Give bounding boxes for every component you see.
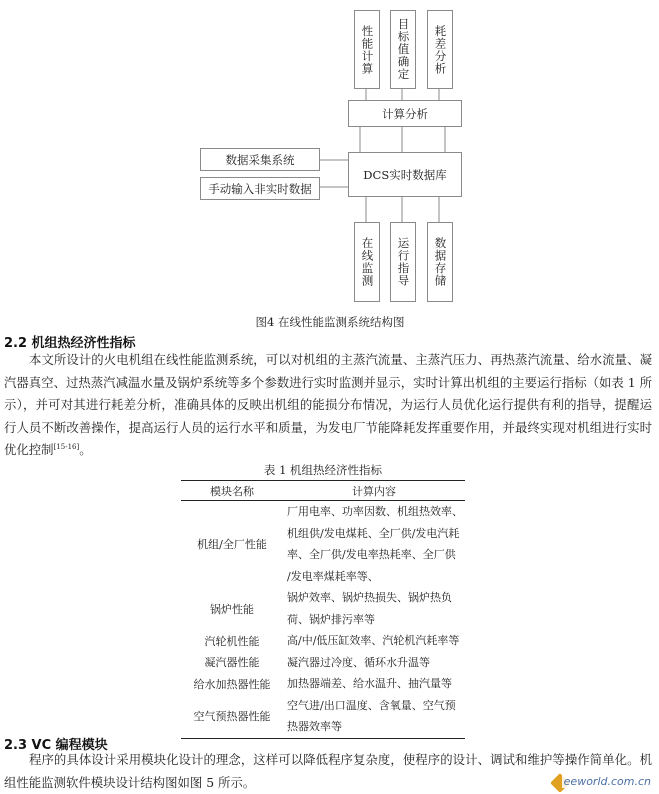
content-line: 荷、锅炉排污率等 [287,612,375,626]
diagram-box-dcs-database: DCS实时数据库 [348,152,462,197]
module-name-cell: 凝汽器性能 [204,656,260,670]
content-cell [283,673,465,695]
table-row [181,695,465,739]
paragraph-end: 。 [79,442,92,457]
table-header-module: 模块名称 [181,481,283,501]
section-heading-2-2: 2.2 机组热经济性指标 [4,336,136,351]
content-line: 高/中/低压缸效率、汽轮机汽耗率等 [287,634,460,647]
content-cell [283,652,465,674]
content-cell [283,695,465,739]
section-2-2-paragraph [4,349,652,462]
citation: [15-16] [53,442,80,451]
diagram-box-loss-analysis: 耗差分析 [427,10,453,89]
table-row [181,587,465,630]
table-header-content: 计算内容 [283,481,465,501]
diagram-box-manual-input: 手动输入非实时数据 [200,177,320,200]
content-line: 机组供/发电煤耗、全厂供/发电汽耗 [287,526,460,540]
content-cell [283,587,465,630]
diagram-box-online-monitoring: 在线监测 [354,222,380,302]
content-line: 凝汽器过冷度、循环水升温等 [287,655,430,669]
diagram-box-calc-analysis: 计算分析 [348,100,462,127]
content-line: 率、全厂供/发电率热耗率、全厂供 [287,548,456,561]
paragraph-text: 本文所设计的火电机组在线性能监测系统，可以对机组的主蒸汽流量、主蒸汽压力、再热蒸汽流量、给水流量、凝汽器真空、过热蒸汽减温水量及锅炉系统等多个参数进行实时监测并显示，实时计算出机组的主要运行指标（如表 1 所示），并可对其进行耗差分析，准确具体的反映出机组的能损分布情况，为运行人员优化运行提供有利的指导，提醒运行人员不断改善操作，提高运行人员的运行水平和质量，为发电厂节能降耗发挥重要作用，并最终实现对机组进行实时优化控制 [4,352,652,457]
module-name-cell: 机组/全厂性能 [197,538,267,551]
content-cell [283,501,465,588]
section-heading-2-3: 2.3 VC 编程模块 [4,738,108,753]
table-caption: 表 1 机组热经济性指标 [263,463,383,477]
content-line: 空气进/出口温度、含氧量、空气预 [287,698,456,712]
diagram-box-operation-guidance: 运行指导 [390,222,416,302]
content-cell [283,630,465,652]
watermark-text: eeworld.com.cn [563,775,651,788]
table-row [181,673,465,695]
content-line: 厂用电率、功率因数、机组热效率、 [287,505,463,518]
module-name-cell: 汽轮机性能 [204,634,260,648]
module-name-cell: 给水加热器性能 [193,677,271,691]
diagram-box-target-value: 目标值确定 [390,10,416,89]
figure-connector-lines [0,0,659,330]
module-name-cell: 锅炉性能 [210,602,254,616]
module-name-cell: 空气预热器性能 [181,695,283,739]
content-line: 热器效率等 [287,720,342,733]
table-row [181,652,465,674]
content-line: /发电率煤耗率等、 [287,569,379,583]
content-line: 锅炉效率、锅炉热损失、锅炉热负 [287,591,452,604]
diagram-box-performance-calc: 性能计算 [354,10,380,89]
content-line: 加热器端差、给水温升、抽汽量等 [287,677,452,690]
table-row [181,630,465,652]
diagram-box-data-acquisition: 数据采集系统 [200,148,320,171]
section-2-3-paragraph: 程序的具体设计采用模块化设计的理念，这样可以降低程序复杂度，使程序的设计、调试和维护等操作简单化。机组性能监测软件模块设计结构图如图 5 所示。 [4,752,652,790]
table-row [181,501,465,588]
figure-caption: 图4 在线性能监测系统结构图 [255,315,405,329]
table-body [181,501,465,739]
diagram-box-data-storage: 数据存储 [427,222,453,302]
table-thermal-economic-indicators [181,480,465,739]
